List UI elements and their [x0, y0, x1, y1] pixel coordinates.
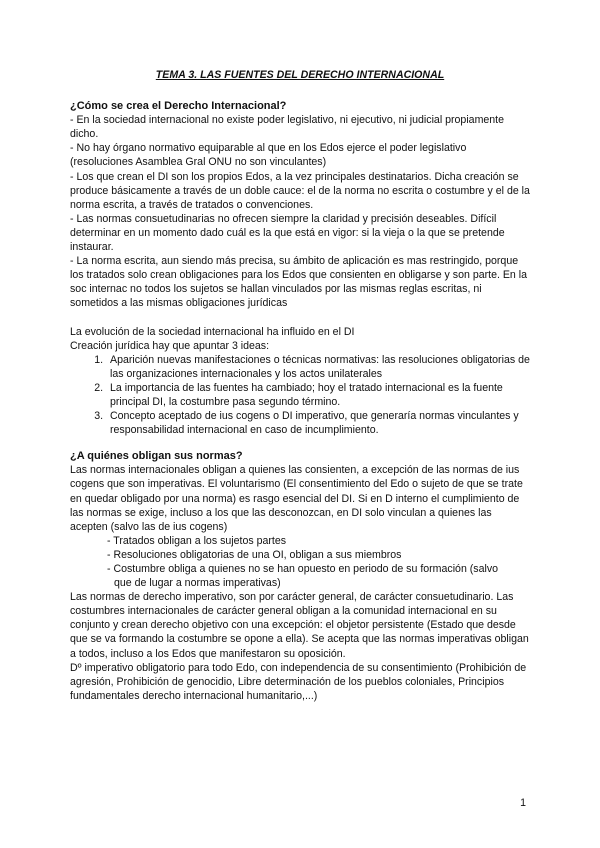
section2-paragraph-1: Las normas de derecho imperativo, son por carácter general, de carácter consuetudinario. Las costumbres internacionales de carácter general obligan a la comunidad internacional en su conjunto y crean derecho objetivo con una excepción: el objetor persistente (Estado que desde que se va formando la costumbre se opone a ella). Se acepta que las normas imperativas obligan a todos, incluso a los Edos que manifestaron su oposición.: [70, 591, 529, 660]
sub-item: - Costumbre obliga a quienes no se han opuesto en periodo de su formación (salvo: [107, 563, 499, 575]
list-item: 2. La importancia de las fuentes ha cambiado; hoy el tratado internacional es la fuente principal DI, la costumbre pasa segundo término.: [106, 381, 530, 409]
section1-heading: ¿Cómo se crea el Derecho Internacional?: [70, 100, 287, 113]
document-page: [70, 68, 530, 703]
section2-heading: ¿A quiénes obligan sus normas?: [70, 450, 243, 463]
section1-paragraph-2: - No hay órgano normativo equiparable al que en los Edos ejerce el poder legislativo (resoluciones Asamblea Gral ONU no son vinculantes): [70, 142, 467, 169]
section2-intro: Las normas internacionales obligan a quienes las consienten, a excepción de las normas de ius cogens que son imperativas. El voluntarismo (El consentimiento del Edo o sujeto de que se trate en quedar obligado por una norma) es rasgo esencial del DI. Si en D interno el cumplimiento de las normas se exige, incluso a los que las desconozcan, en DI solo vinculan a quienes las acepten (salvo las de ius cogens): [70, 464, 523, 533]
sub-item: - Tratados obligan a los sujetos partes: [107, 534, 287, 547]
spacer: [70, 437, 530, 449]
sub-item: - Resoluciones obligatorias de una OI, obligan a sus miembros: [107, 548, 402, 561]
list-item: 3. Concepto aceptado de ius cogens o DI imperativo, que generaría normas vinculantes y responsabilidad internacional en caso de incumplimiento.: [106, 409, 530, 437]
section1-paragraph-5: - La norma escrita, aun siendo más precisa, su ámbito de aplicación es mas restringido, porque los tratados solo crean obligaciones para los Edos que consienten en obligarse y son parte. En la soc internac no todos los sujetos se hallan vinculados por las mismas reglas escritas, ni sometidos a las mismas obligaciones jurídicas: [70, 255, 527, 310]
document-title: TEMA 3. LAS FUENTES DEL DERECHO INTERNACIONAL: [155, 69, 445, 81]
evolution-list: [70, 353, 530, 438]
section2-paragraph-2: Dº imperativo obligatorio para todo Edo, con independencia de su consentimiento (Prohibición de agresión, Prohibición de genocidio, Libre determinación de los pueblos coloniales, Principios fundamentales derecho internacional humanitario,...): [70, 661, 527, 702]
sub-item-continuation: que de lugar a normas imperativas): [114, 577, 281, 590]
section1-paragraph-4: - Las normas consuetudinarias no ofrecen siempre la claridad y precisión deseables. Difícil determinar en un momento dado cuál es la que está en vigor: si la vieja o la que se pretende instaurar.: [70, 212, 505, 254]
section1-paragraph-1: - En la sociedad internacional no existe poder legislativo, ni ejecutivo, ni judicial propiamente dicho.: [70, 114, 505, 141]
evolution-line-2: Creación jurídica hay que apuntar 3 ideas:: [70, 339, 270, 352]
list-item: 1. Aparición nuevas manifestaciones o técnicas normativas: las resoluciones obligatorias de las organizaciones internacionales y los actos unilaterales: [106, 353, 530, 381]
spacer: [70, 311, 530, 325]
section1-paragraph-3: - Los que crean el DI son los propios Edos, a la vez principales destinatarios. Dicha creación se produce básicamente a través de un doble cauce: el de la norma no escrita o costumbre y el de la norma escrita, a través de tratados o convenciones.: [70, 170, 530, 211]
evolution-line-1: La evolución de la sociedad internacional ha influido en el DI: [70, 325, 355, 338]
page-number: 1: [520, 797, 526, 809]
